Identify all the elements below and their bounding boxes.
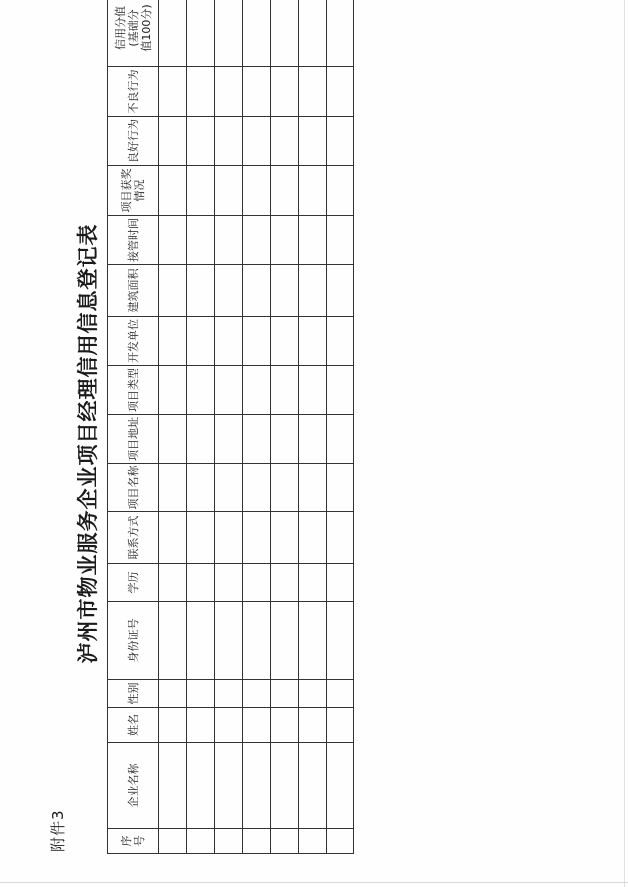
table-cell[interactable] bbox=[271, 512, 299, 564]
table-cell[interactable] bbox=[327, 67, 354, 117]
table-cell[interactable] bbox=[299, 602, 327, 680]
table-cell[interactable] bbox=[243, 265, 271, 317]
table-cell[interactable] bbox=[187, 117, 215, 166]
table-cell[interactable] bbox=[159, 67, 187, 117]
column-header: 建筑面积 bbox=[108, 265, 159, 317]
table-cell[interactable] bbox=[187, 216, 215, 265]
table-cell[interactable] bbox=[271, 265, 299, 317]
table-cell[interactable] bbox=[299, 317, 327, 366]
table-cell[interactable] bbox=[271, 366, 299, 415]
column-header: 信用分值 (基础分 值100分) bbox=[108, 0, 159, 67]
table-cell[interactable] bbox=[271, 464, 299, 512]
table-cell[interactable] bbox=[243, 0, 271, 67]
table-cell[interactable] bbox=[327, 415, 354, 464]
table-cell[interactable] bbox=[159, 680, 187, 708]
table-cell[interactable] bbox=[187, 829, 215, 854]
table-cell[interactable] bbox=[271, 829, 299, 854]
table-cell[interactable] bbox=[159, 216, 187, 265]
column-header: 不良行为 bbox=[108, 67, 159, 117]
table-cell[interactable] bbox=[299, 265, 327, 317]
table-cell[interactable] bbox=[159, 564, 187, 602]
table-cell[interactable] bbox=[243, 829, 271, 854]
table-header-row bbox=[108, 0, 159, 854]
table-cell[interactable] bbox=[243, 512, 271, 564]
table-cell[interactable] bbox=[215, 117, 243, 166]
table-cell[interactable] bbox=[299, 166, 327, 216]
column-header: 序 号 bbox=[108, 829, 159, 854]
table-cell[interactable] bbox=[187, 366, 215, 415]
table-cell[interactable] bbox=[327, 317, 354, 366]
table-cell[interactable] bbox=[271, 564, 299, 602]
table-cell[interactable] bbox=[299, 0, 327, 67]
table-cell[interactable] bbox=[327, 366, 354, 415]
table-cell[interactable] bbox=[187, 743, 215, 829]
table-cell[interactable] bbox=[187, 265, 215, 317]
table-cell[interactable] bbox=[187, 464, 215, 512]
table-cell[interactable] bbox=[243, 317, 271, 366]
table-cell[interactable] bbox=[215, 829, 243, 854]
table-cell[interactable] bbox=[159, 743, 187, 829]
table-cell[interactable] bbox=[327, 166, 354, 216]
table-cell[interactable] bbox=[299, 564, 327, 602]
table-cell[interactable] bbox=[243, 680, 271, 708]
table-cell[interactable] bbox=[159, 166, 187, 216]
table-cell[interactable] bbox=[327, 216, 354, 265]
table-cell[interactable] bbox=[299, 512, 327, 564]
table-cell[interactable] bbox=[299, 216, 327, 265]
table-cell[interactable] bbox=[327, 0, 354, 67]
table-cell[interactable] bbox=[271, 680, 299, 708]
column-header: 学历 bbox=[108, 564, 159, 602]
table-cell[interactable] bbox=[187, 680, 215, 708]
table-cell[interactable] bbox=[187, 0, 215, 67]
table-cell[interactable] bbox=[187, 602, 215, 680]
table-cell[interactable] bbox=[159, 829, 187, 854]
table-cell[interactable] bbox=[187, 317, 215, 366]
table-cell[interactable] bbox=[299, 743, 327, 829]
table-cell[interactable] bbox=[159, 317, 187, 366]
column-header: 企业名称 bbox=[108, 743, 159, 829]
table-cell[interactable] bbox=[299, 829, 327, 854]
table-cell[interactable] bbox=[243, 464, 271, 512]
table-cell[interactable] bbox=[271, 415, 299, 464]
table-cell[interactable] bbox=[215, 602, 243, 680]
table-cell[interactable] bbox=[327, 512, 354, 564]
table-cell[interactable] bbox=[159, 602, 187, 680]
table-cell[interactable] bbox=[187, 166, 215, 216]
table-row bbox=[299, 0, 327, 854]
table-row bbox=[271, 0, 299, 854]
table-cell[interactable] bbox=[327, 829, 354, 854]
column-header: 身份证号 bbox=[108, 602, 159, 680]
table-cell[interactable] bbox=[271, 708, 299, 743]
attachment-label: 附件3 bbox=[49, 809, 67, 852]
credit-register-table bbox=[107, 0, 354, 854]
table-cell[interactable] bbox=[299, 415, 327, 464]
table-cell[interactable] bbox=[187, 67, 215, 117]
table-cell[interactable] bbox=[159, 366, 187, 415]
table-cell[interactable] bbox=[243, 564, 271, 602]
table-cell[interactable] bbox=[243, 743, 271, 829]
table-row bbox=[327, 0, 354, 854]
table-cell[interactable] bbox=[159, 0, 187, 67]
table-cell[interactable] bbox=[243, 166, 271, 216]
table-cell[interactable] bbox=[243, 216, 271, 265]
table-cell[interactable] bbox=[327, 564, 354, 602]
table-cell[interactable] bbox=[243, 415, 271, 464]
table-row bbox=[159, 0, 187, 854]
table-cell[interactable] bbox=[271, 0, 299, 67]
column-header: 性别 bbox=[108, 680, 159, 708]
table-cell[interactable] bbox=[271, 602, 299, 680]
table-cell[interactable] bbox=[215, 317, 243, 366]
table-row bbox=[243, 0, 271, 854]
table-cell[interactable] bbox=[243, 708, 271, 743]
column-header: 联系方式 bbox=[108, 512, 159, 564]
table-cell[interactable] bbox=[271, 166, 299, 216]
table-cell[interactable] bbox=[299, 680, 327, 708]
column-header: 项目名称 bbox=[108, 464, 159, 512]
table-cell[interactable] bbox=[215, 708, 243, 743]
table-cell[interactable] bbox=[271, 317, 299, 366]
table-cell[interactable] bbox=[187, 415, 215, 464]
table-cell[interactable] bbox=[271, 216, 299, 265]
table-cell[interactable] bbox=[271, 67, 299, 117]
table-cell[interactable] bbox=[327, 464, 354, 512]
table-cell[interactable] bbox=[159, 117, 187, 166]
column-header: 项目类型 bbox=[108, 366, 159, 415]
table-cell[interactable] bbox=[299, 464, 327, 512]
table-cell[interactable] bbox=[299, 117, 327, 166]
column-header: 开发单位 bbox=[108, 317, 159, 366]
table-cell[interactable] bbox=[187, 512, 215, 564]
table-cell[interactable] bbox=[215, 743, 243, 829]
document-title: 泸州市物业服务企业项目经理信用信息登记表 bbox=[75, 223, 100, 664]
table-row bbox=[215, 0, 243, 854]
table-cell[interactable] bbox=[327, 680, 354, 708]
table-cell[interactable] bbox=[327, 743, 354, 829]
table-cell[interactable] bbox=[187, 708, 215, 743]
table-cell[interactable] bbox=[299, 708, 327, 743]
table-cell[interactable] bbox=[243, 366, 271, 415]
table-cell[interactable] bbox=[299, 67, 327, 117]
table-cell[interactable] bbox=[159, 415, 187, 464]
table-cell[interactable] bbox=[215, 216, 243, 265]
table-cell[interactable] bbox=[327, 708, 354, 743]
table-cell[interactable] bbox=[159, 512, 187, 564]
table-cell[interactable] bbox=[243, 67, 271, 117]
table-cell[interactable] bbox=[215, 166, 243, 216]
column-header: 良好行为 bbox=[108, 117, 159, 166]
table-cell[interactable] bbox=[327, 265, 354, 317]
table-cell[interactable] bbox=[215, 265, 243, 317]
table-body bbox=[159, 0, 354, 854]
table-cell[interactable] bbox=[215, 680, 243, 708]
table-cell[interactable] bbox=[187, 564, 215, 602]
table-cell[interactable] bbox=[215, 67, 243, 117]
table-cell[interactable] bbox=[215, 464, 243, 512]
table-cell[interactable] bbox=[243, 117, 271, 166]
column-header: 项目地址 bbox=[108, 415, 159, 464]
table-cell[interactable] bbox=[215, 415, 243, 464]
column-header: 项目获奖 情况 bbox=[108, 166, 159, 216]
table-cell[interactable] bbox=[159, 265, 187, 317]
table-cell[interactable] bbox=[159, 464, 187, 512]
table-cell[interactable] bbox=[215, 0, 243, 67]
table-cell[interactable] bbox=[327, 602, 354, 680]
table-cell[interactable] bbox=[271, 117, 299, 166]
table-cell[interactable] bbox=[215, 366, 243, 415]
table-cell[interactable] bbox=[243, 602, 271, 680]
table-cell[interactable] bbox=[215, 564, 243, 602]
table-cell[interactable] bbox=[327, 117, 354, 166]
table-cell[interactable] bbox=[159, 708, 187, 743]
column-header: 接管时间 bbox=[108, 216, 159, 265]
table-cell[interactable] bbox=[299, 366, 327, 415]
table-cell[interactable] bbox=[215, 512, 243, 564]
table-cell[interactable] bbox=[271, 743, 299, 829]
table-row bbox=[187, 0, 215, 854]
column-header: 姓名 bbox=[108, 708, 159, 743]
